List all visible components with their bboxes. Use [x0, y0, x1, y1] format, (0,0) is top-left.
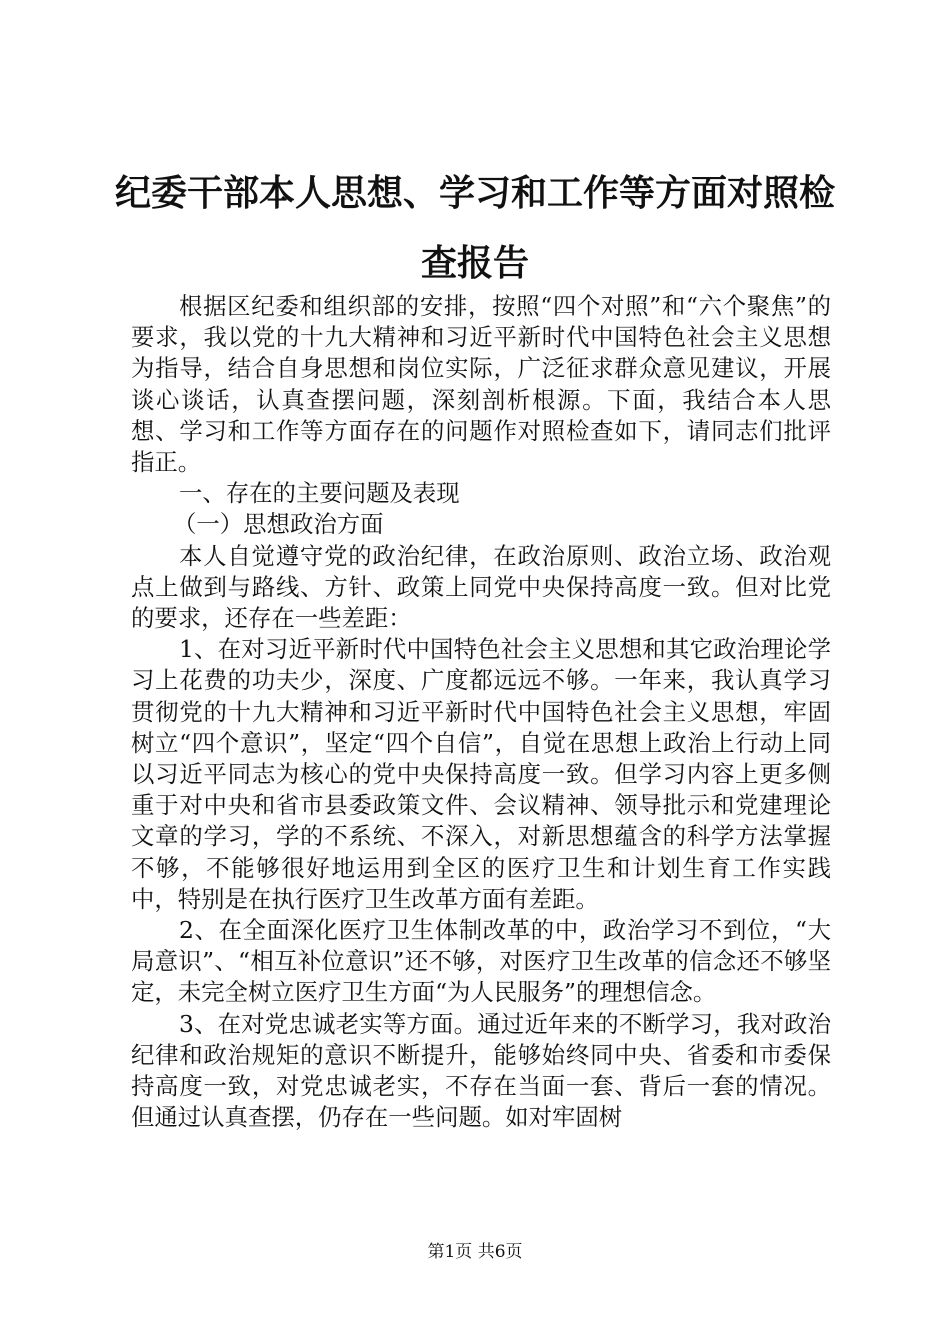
paragraph-item-3: 3、在对党忠诚老实等方面。通过近年来的不断学习，我对政治纪律和政治规矩的意识不断提升，能够始终同中央、省委和市委保持高度一致，对党忠诚老实，不存在当面一套、背后一套的情况。但通过认真查摆，仍存在一些问题。如对牢固树 [131, 1009, 831, 1132]
section-heading: 一、存在的主要问题及表现 [179, 479, 460, 508]
document-body [131, 291, 831, 1133]
paragraph-item-2: 2、在全面深化医疗卫生体制改革的中，政治学习不到位，“大局意识”、“相互补位意识”还不够，对医疗卫生改革的信念还不够坚定，未完全树立医疗卫生方面“为人民服务”的理想信念。 [131, 916, 831, 1007]
paragraph-political: 本人自觉遵守党的政治纪律，在政治原则、政治立场、政治观点上做到与路线、方针、政策上同党中央保持高度一致。但对比党的要求，还存在一些差距： [131, 541, 831, 633]
subsection-heading: （一）思想政治方面 [173, 510, 384, 539]
document-title: 纪委干部本人思想、学习和工作等方面对照检查报告 [114, 172, 835, 284]
paragraph-intro: 根据区纪委和组织部的安排，按照“四个对照”和“六个聚焦”的要求，我以党的十九大精神和习近平新时代中国特色社会主义思想为指导，结合自身思想和岗位实际，广泛征求群众意见建议，开展谈心谈话，认真查摆问题，深刻剖析根源。下面，我结合本人思想、学习和工作等方面存在的问题作对照检查如下，请同志们批评指正。 [131, 292, 831, 477]
page-number: 第1页 共6页 [427, 1242, 523, 1262]
paragraph-item-1: 1、在对习近平新时代中国特色社会主义思想和其它政治理论学习上花费的功夫少，深度、广度都远远不够。一年来，我认真学习贯彻党的十九大精神和习近平新时代中国特色社会主义思想，牢固树立“四个意识”，坚定“四个自信”，自觉在思想上政治上行动上同以习近平同志为核心的党中央保持高度一致。但学习内容上更多侧重于对中央和省市县委政策文件、会议精神、领导批示和党建理论文章的学习，学的不系统、不深入，对新思想蕴含的科学方法掌握不够，不能够很好地运用到全区的医疗卫生和计划生育工作实践中，特别是在执行医疗卫生改革方面有差距。 [131, 635, 831, 913]
